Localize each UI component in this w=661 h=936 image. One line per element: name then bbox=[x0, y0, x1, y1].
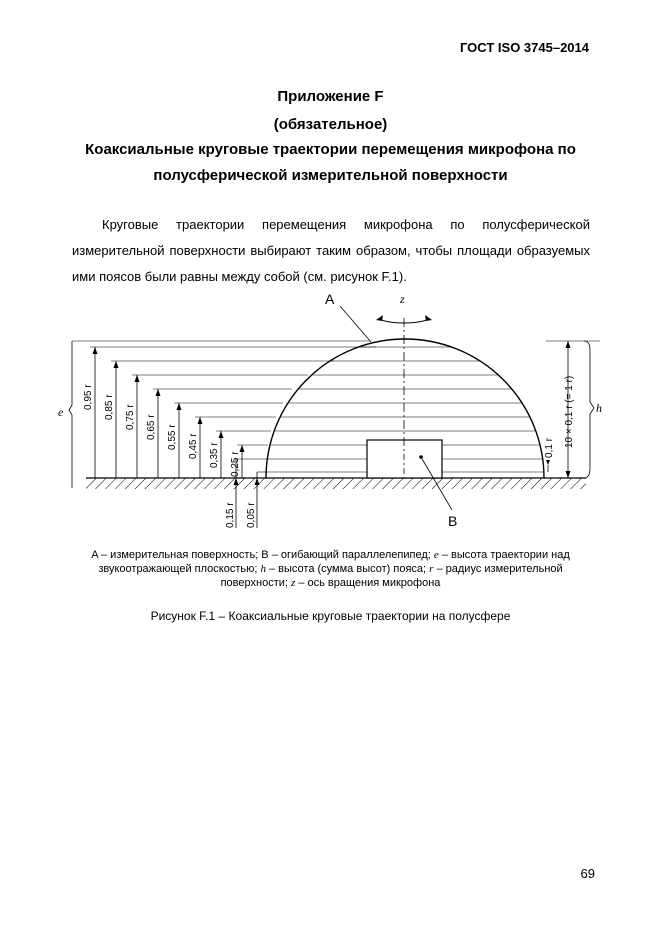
label-A: A bbox=[325, 291, 335, 307]
height-label-7: 0,25 r bbox=[230, 451, 241, 477]
height-labels bbox=[83, 384, 241, 477]
height-label-6: 0,35 r bbox=[209, 442, 220, 468]
legend-part1: A – измерительная поверхность; B – огибающий параллелепипед; bbox=[91, 549, 434, 561]
bottom-label-1: 0,05 r bbox=[246, 502, 257, 528]
legend-h: h bbox=[260, 563, 266, 575]
figure-legend bbox=[66, 548, 595, 590]
height-label-2: 0,75 r bbox=[125, 404, 136, 430]
annex-title: Приложение F bbox=[277, 88, 384, 105]
height-label-5: 0,45 r bbox=[188, 433, 199, 459]
annex-heading-line2: полусферической измерительной поверхности bbox=[153, 167, 508, 184]
right-total-arrow-bottom bbox=[566, 471, 571, 478]
extension-lines bbox=[72, 341, 600, 472]
label-z: z bbox=[400, 292, 405, 306]
annex-heading-line1: Коаксиальные круговые траектории перемещения микрофона по bbox=[85, 141, 576, 158]
hemisphere-figure bbox=[0, 285, 661, 545]
legend-e: e bbox=[433, 549, 439, 561]
height-label-0: 0,95 r bbox=[83, 384, 94, 410]
leader-A bbox=[340, 306, 371, 342]
rotation-arrow-head-right bbox=[425, 315, 432, 321]
legend-part4: – радиус измерительной поверхности; bbox=[220, 563, 563, 589]
right-total-arrow-top bbox=[566, 341, 571, 348]
right-label-small: 0,1 r bbox=[544, 437, 555, 458]
rotation-arrow-head-left bbox=[376, 315, 383, 321]
right-label-total: 10 × 0,1 r (= 1 r) bbox=[564, 375, 575, 448]
ground-hatch bbox=[86, 478, 586, 489]
label-e: e bbox=[58, 405, 64, 419]
h-bracket bbox=[584, 341, 594, 478]
bottom-label-0: 0,15 r bbox=[225, 502, 236, 528]
legend-r: r bbox=[429, 563, 434, 575]
legend-part5: – ось вращения микрофона bbox=[295, 577, 441, 589]
right-small-arrow bbox=[546, 460, 550, 465]
height-label-4: 0,55 r bbox=[167, 424, 178, 450]
legend-part3: – высота (сумма высот) пояса; bbox=[265, 563, 430, 575]
legend-part2: – высота траектории над звукоотражающей плоскостью; bbox=[98, 549, 570, 575]
document-id: ГОСТ ISO 3745–2014 bbox=[459, 40, 589, 55]
height-label-3: 0,65 r bbox=[146, 414, 157, 440]
figure-caption: Рисунок F.1 – Коаксиальные круговые траектории на полусфере bbox=[150, 609, 511, 623]
annex-status: (обязательное) bbox=[273, 116, 388, 133]
height-label-1: 0,85 r bbox=[104, 394, 115, 420]
legend-z: z bbox=[291, 577, 296, 589]
page-number: 69 bbox=[580, 866, 595, 881]
label-h: h bbox=[596, 401, 602, 415]
label-B: B bbox=[448, 513, 458, 529]
body-paragraph: Круговые траектории перемещения микрофона по полусферической измерительной поверхности выбирают таким образом, чтобы площади образуемых ими поясов были равны между собой (см. рисунок F.1). bbox=[72, 217, 590, 284]
e-bracket bbox=[69, 341, 72, 488]
enveloping-box bbox=[367, 440, 442, 478]
